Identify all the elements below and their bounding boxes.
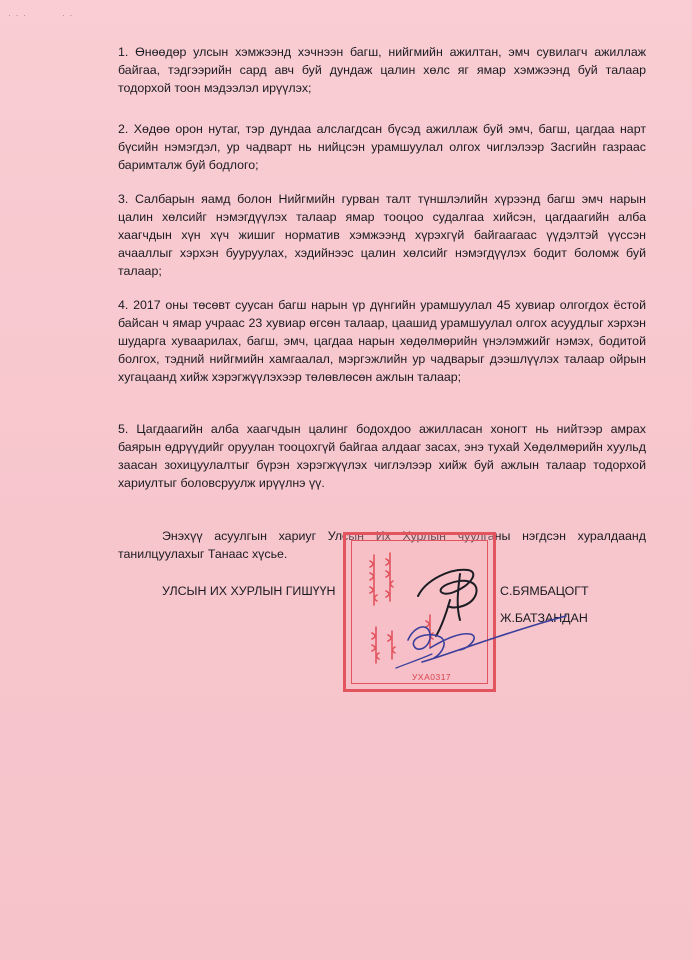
signatory-name-1: С.БЯМБАЦОГТ (500, 584, 589, 598)
stamp-mongol-script-icon (346, 535, 499, 695)
stamp-code: УХА0317 (412, 672, 452, 682)
scan-corner-mark: · · · (8, 10, 27, 20)
paragraph-2: 2. Хөдөө орон нутаг, тэр дундаа алслагдсан бүсэд ажиллаж буй эмч, багш, цагдаа нарт бүсийн нэмэгдэл, ур чадварт нь нийцсэн урамшуулал олгох чиглэлээр Засгийн газраас баримталж буй бодлого; (118, 122, 646, 172)
paragraph-5: 5. Цагдаагийн алба хаагчдын цалинг бодохдоо ажилласан хоногт нь нийтээр амрах баярын өдрүүдийг оруулан тооцохгүй байгаа алдааг засах, энэ тухай Хөдөлмөрийн хуульд заасан зохицуулалтыг бүрэн хэрэгжүүлэх чиглэлээр хийж буй ажлын талаар тодорхой хариултыг боловсруулж ирүүлнэ үү. (118, 422, 646, 490)
signatory-name-2: Ж.БАТЗАНДАН (500, 611, 588, 625)
paragraph-3: 3. Салбарын яамд болон Нийгмийн гурван талт түншлэлийн хүрээнд багш эмч нарын цалин хөлсийг нэмэгдүүлэх талаар ямар тооцоо судалгаа хийсэн, цагдаагийн алба хаагчдын хүн хүч жишиг норматив хэмжээнд хүрэхгүй байгаагаас үүдэлтэй үүссэн ачааллыг хэрхэн бууруулах, хэдийнээс цалин хөлсийг нэмэгдүүлэх бодит боломж буй талаар; (118, 192, 646, 278)
official-stamp (343, 532, 496, 692)
signatory-title: УЛСЫН ИХ ХУРЛЫН ГИШҮҮН (162, 584, 336, 598)
closing-paragraph: Энэхүү асуулгын хариуг Улсын Их Хурлын чуулганы нэгдсэн хуралдаанд танилцуулахыг Танаас хүсье. (118, 529, 646, 561)
paragraph-4: 4. 2017 оны төсөвт суусан багш нарын үр дүнгийн урамшуулал 45 хувиар олгогдох ёстой байсан ч ямар учраас 23 хувиар өгсөн талаар, цаашид урамшуулал олгох асуудлыг хэрхэн шударга хуваарилах, багш, эмч, цагдаа нарын хөдөлмөрийн үнэлэмжийг нэмэх, бодитой болгох, тэдний нийгмийн хамгаалал, мэргэжлийн ур чадварыг дээшлүүлэх талаар ойрын хугацаанд хийж хэрэгжүүлэхээр төлөвлөсөн ажлын талаар; (118, 298, 646, 384)
scan-corner-mark: · · (62, 10, 74, 20)
paragraph-1: 1. Өнөөдөр улсын хэмжээнд хэчнээн багш, нийгмийн ажилтан, эмч сувилагч ажиллаж байгаа, тэдгээрийн сард авч буй дундаж цалин хөлс яг ямар хэмжээнд буй талаар тодорхой тоон мэдээлэл ирүүлэх; (118, 45, 646, 95)
